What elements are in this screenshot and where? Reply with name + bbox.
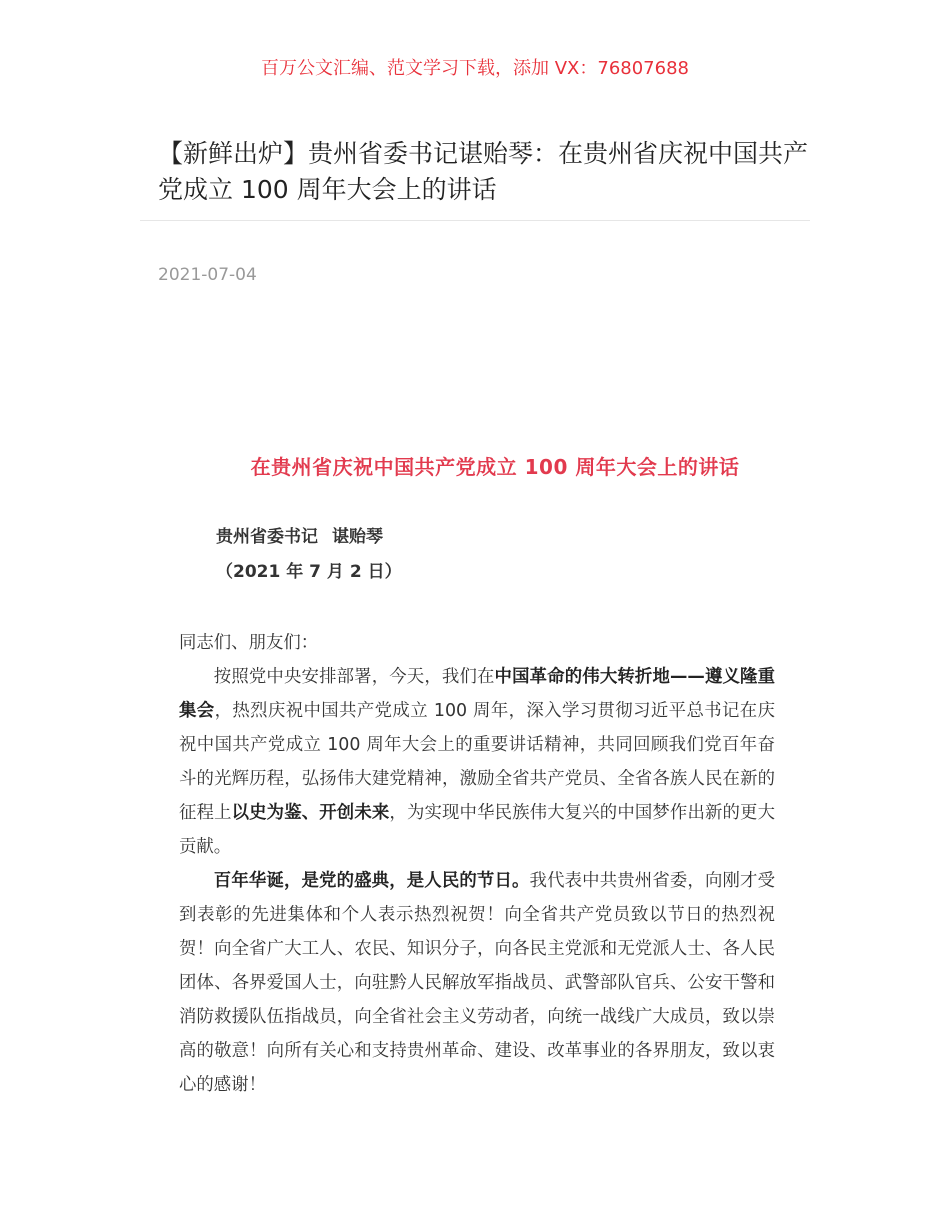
paragraph-1 (179, 660, 775, 864)
p2-text-b: 我代表中共贵州省委，向刚才受到表彰的先进集体和个人表示热烈祝贺！向全省共产党员致以节日的热烈祝贺！向全省广大工人、农民、知识分子，向各民主党派和无党派人士、各人民团体、各界爱国人士，向驻黔人民解放军指战员、武警部队官兵、公安干警和消防救援队伍指战员，向全省社会主义劳动者，向统一战线广大成员，致以崇高的敬意！向所有关心和支持贵州革命、建设、改革事业的各界朋友，致以衷心的感谢！ (179, 871, 775, 1095)
p1-text-e: ，为实现中华民族伟大复兴的中国梦作出新的更大贡献。 (179, 803, 775, 857)
article-title: 【新鲜出炉】贵州省委书记谌贻琴：在贵州省庆祝中国共产党成立 100 周年大会上的讲话 (158, 139, 809, 204)
download-banner: 百万公文汇编、范文学习下载，添加 VX：76807688 (261, 58, 689, 79)
speaker-byline (216, 524, 383, 550)
speech-body (179, 626, 775, 1102)
speaker-name: 谌贻琴 (332, 527, 383, 547)
title-divider (140, 220, 810, 221)
p1-text-c: ，热烈庆祝中国共产党成立 100 周年，深入学习贯彻习近平总书记在庆祝中国共产党成立 100 周年大会上的重要讲话精神，共同回顾我们党百年奋斗的光辉历程，弘扬伟大建党精神，激励全省共产党员、全省各族人民在新的征程上 (179, 701, 775, 823)
speech-title: 在贵州省庆祝中国共产党成立 100 周年大会上的讲话 (250, 455, 740, 479)
paragraph-2 (179, 864, 775, 1102)
speaker-title: 贵州省委书记 (216, 527, 318, 547)
p1-bold-d: 以史为鉴、开创未来 (231, 803, 390, 823)
p1-bold-b: 中国革命的伟大转折地——遵义隆重集会 (179, 667, 775, 721)
greeting: 同志们、朋友们： (179, 633, 319, 653)
p1-text-a: 按照党中央安排部署，今天，我们在 (213, 667, 495, 687)
speech-date: （2021 年 7 月 2 日） (216, 562, 402, 582)
publish-date: 2021-07-04 (158, 265, 257, 285)
p2-bold-a: 百年华诞，是党的盛典，是人民的节日。 (213, 871, 530, 891)
